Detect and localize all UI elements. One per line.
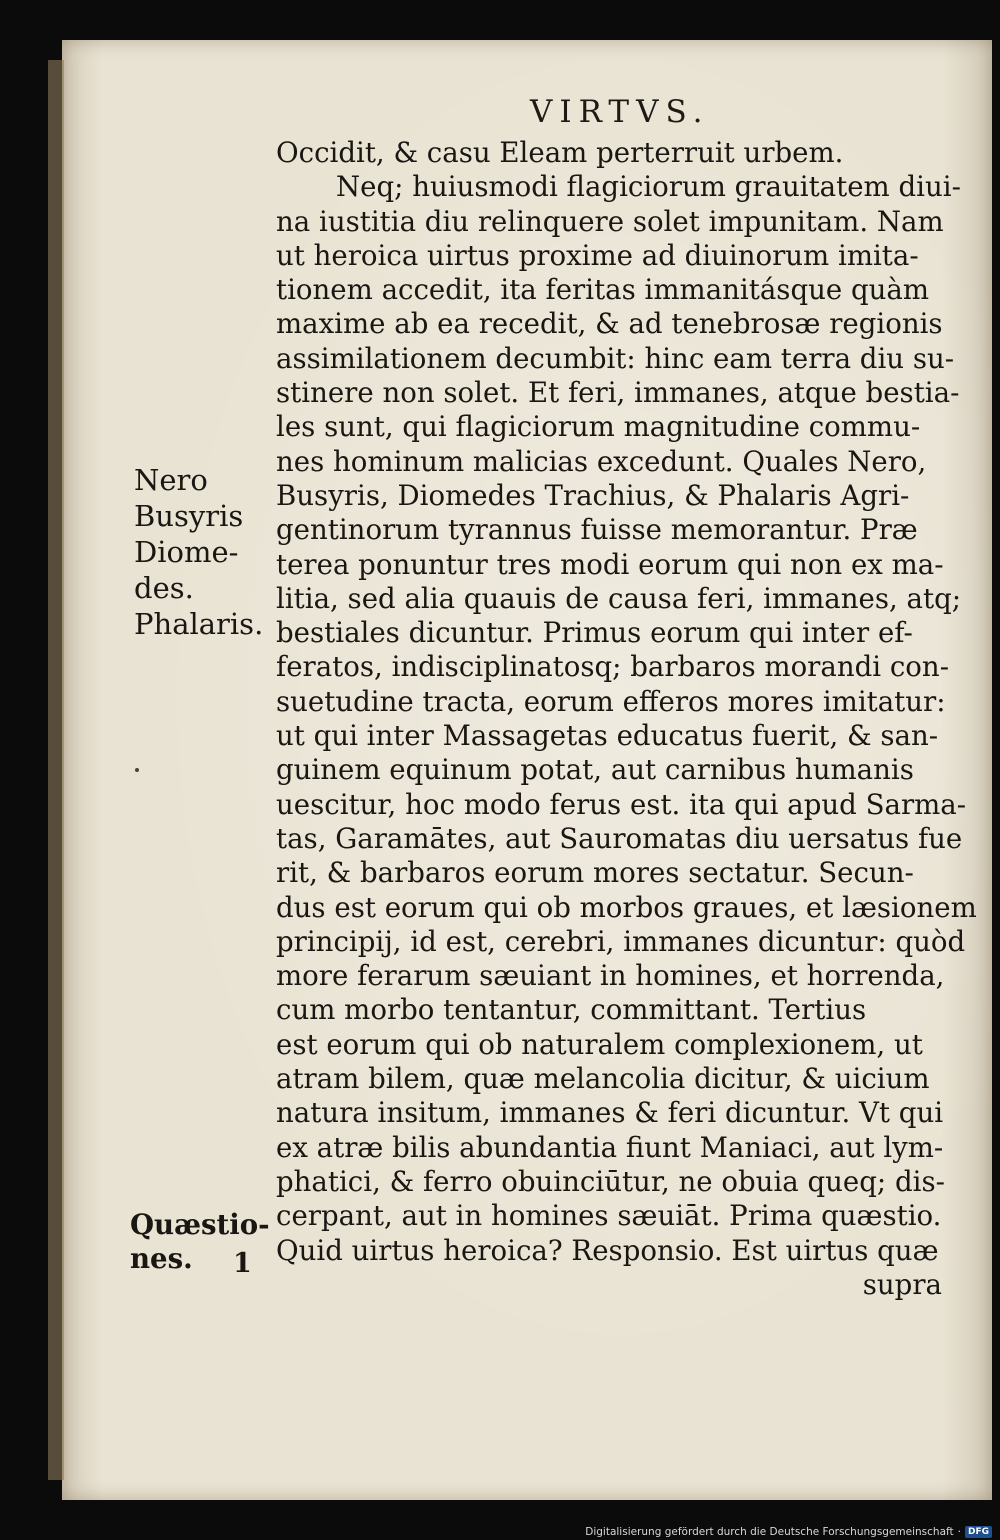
text-line: Occidit, & casu Eleam perterruit urbem. bbox=[276, 136, 844, 169]
text-line: Neq; huiusmodi flagiciorum grauitatem diui- bbox=[336, 170, 961, 204]
text-line: more ferarum sæuiant in homines, et horrenda, bbox=[276, 959, 945, 993]
margin-notes bbox=[134, 462, 263, 642]
text-line: guinem equinum potat, aut carnibus humanis bbox=[276, 753, 914, 787]
text-line: dus est eorum qui ob morbos graues, et læsionem bbox=[276, 890, 977, 924]
text-line: cerpant, aut in homines sæuiāt. Prima quæstio. bbox=[276, 1199, 942, 1233]
text-line: principij, id est, cerebri, immanes dicuntur: quòd bbox=[276, 924, 966, 958]
text-line: na iustitia diu relinquere solet impunitam. Nam bbox=[276, 204, 944, 238]
text-line: suetudine tracta, eorum efferos mores imitatur: bbox=[276, 684, 946, 718]
digitization-footer: Digitalisierung gefördert durch die Deutsche Forschungsgemeinschaft · DFG bbox=[585, 1526, 992, 1538]
text-line: maxime ab ea recedit, & ad tenebrosæ regionis bbox=[276, 307, 943, 341]
ink-speck bbox=[135, 768, 139, 772]
text-line: Busyris, Diomedes Trachius, & Phalaris Agri- bbox=[276, 478, 910, 512]
text-line: terea ponuntur tres modi eorum qui non ex ma- bbox=[276, 547, 944, 581]
dfg-logo-icon: DFG bbox=[965, 1526, 992, 1538]
text-line: tas, Garamātes, aut Sauromatas diu uersatus fue bbox=[276, 821, 963, 855]
text-line: est eorum qui ob naturalem complexionem, ut bbox=[276, 1027, 923, 1061]
margin-note: Phalaris. bbox=[134, 607, 264, 641]
text-line: cum morbo tentantur, committant. Tertius bbox=[276, 993, 867, 1027]
text-line: phatici, & ferro obuinciūtur, ne obuia queq; dis- bbox=[276, 1164, 945, 1198]
margin-note: Diome- bbox=[134, 535, 239, 569]
page-edge bbox=[48, 60, 64, 1480]
running-head: VIRTVS. bbox=[530, 94, 710, 130]
text-line: bestiales dicuntur. Primus eorum qui inter ef- bbox=[276, 616, 913, 650]
text-line: ut qui inter Massagetas educatus fuerit, & san- bbox=[276, 719, 939, 753]
marginal-number: 1 bbox=[233, 1248, 252, 1279]
text-line: natura insitum, immanes & feri dicuntur. Vt qui bbox=[276, 1096, 944, 1130]
main-text-block bbox=[276, 136, 977, 1302]
margin-note: Nero bbox=[134, 463, 208, 497]
text-line: stinere non solet. Et feri, immanes, atque bestia- bbox=[276, 376, 960, 410]
margin-note: Busyris bbox=[134, 499, 244, 533]
margin-note: nes. bbox=[130, 1242, 193, 1276]
text-line: les sunt, qui flagiciorum magnitudine commu- bbox=[276, 410, 921, 444]
text-line: nes hominum malicias excedunt. Quales Nero, bbox=[276, 444, 927, 478]
text-line: Quid uirtus heroica? Responsio. Est uirtus quæ bbox=[276, 1233, 939, 1267]
text-line: ut heroica uirtus proxime ad diuinorum imita- bbox=[276, 238, 919, 272]
text-line: litia, sed alia quauis de causa feri, immanes, atq; bbox=[276, 581, 962, 615]
text-line: tionem accedit, ita feritas immanitásque quàm bbox=[276, 273, 930, 307]
text-line: ex atræ bilis abundantia fiunt Maniaci, aut lym- bbox=[276, 1130, 944, 1164]
footer-text: Digitalisierung gefördert durch die Deutsche Forschungsgemeinschaft bbox=[585, 1526, 954, 1538]
text-line: gentinorum tyrannus fuisse memorantur. Præ bbox=[276, 513, 918, 547]
text-line: assimilationem decumbit: hinc eam terra diu su- bbox=[276, 341, 955, 375]
text-line: atram bilem, quæ melancolia dicitur, & uicium bbox=[276, 1062, 930, 1096]
catchword: supra bbox=[862, 1267, 942, 1301]
text-line: uescitur, hoc modo ferus est. ita qui apud Sarma- bbox=[276, 787, 967, 821]
text-line: rit, & barbaros eorum mores sectatur. Secun- bbox=[276, 856, 914, 890]
margin-note: des. bbox=[134, 571, 194, 605]
margin-note: Quæstio- bbox=[130, 1208, 270, 1241]
text-line: feratos, indisciplinatosq; barbaros morandi con- bbox=[276, 650, 950, 684]
